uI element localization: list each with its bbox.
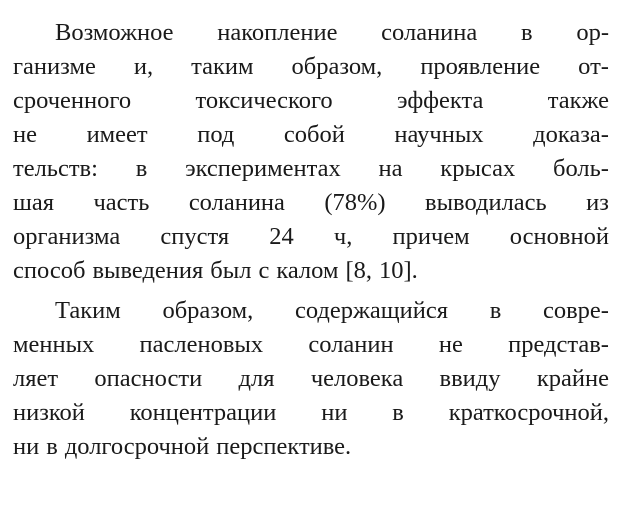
text-line: ни в долгосрочной перспективе.: [13, 433, 352, 460]
text-line: сроченного токсического эффекта также: [13, 87, 609, 114]
text-line: ляет опасности для человека ввиду крайне: [13, 365, 609, 392]
paragraph: [13, 294, 609, 464]
text-line: Таким образом, содержащийся в совре-: [55, 297, 609, 324]
text-line: способ выведения был с калом [8, 10].: [13, 257, 418, 284]
paragraph: [13, 16, 609, 288]
text-line: низкой концентрации ни в краткосрочной,: [13, 399, 609, 426]
text-line: тельств: в экспериментах на крысах боль-: [13, 155, 609, 182]
text-line: шая часть соланина (78%) выводилась из: [13, 189, 609, 216]
text-line: Возможное накопление соланина в ор-: [55, 19, 609, 46]
document-page: [13, 16, 609, 464]
text-line: организма спустя 24 ч, причем основной: [13, 223, 609, 250]
text-line: менных пасленовых соланин не представ-: [13, 331, 609, 358]
text-line: не имеет под собой научных доказа-: [13, 121, 609, 148]
text-line: ганизме и, таким образом, проявление от-: [13, 53, 609, 80]
